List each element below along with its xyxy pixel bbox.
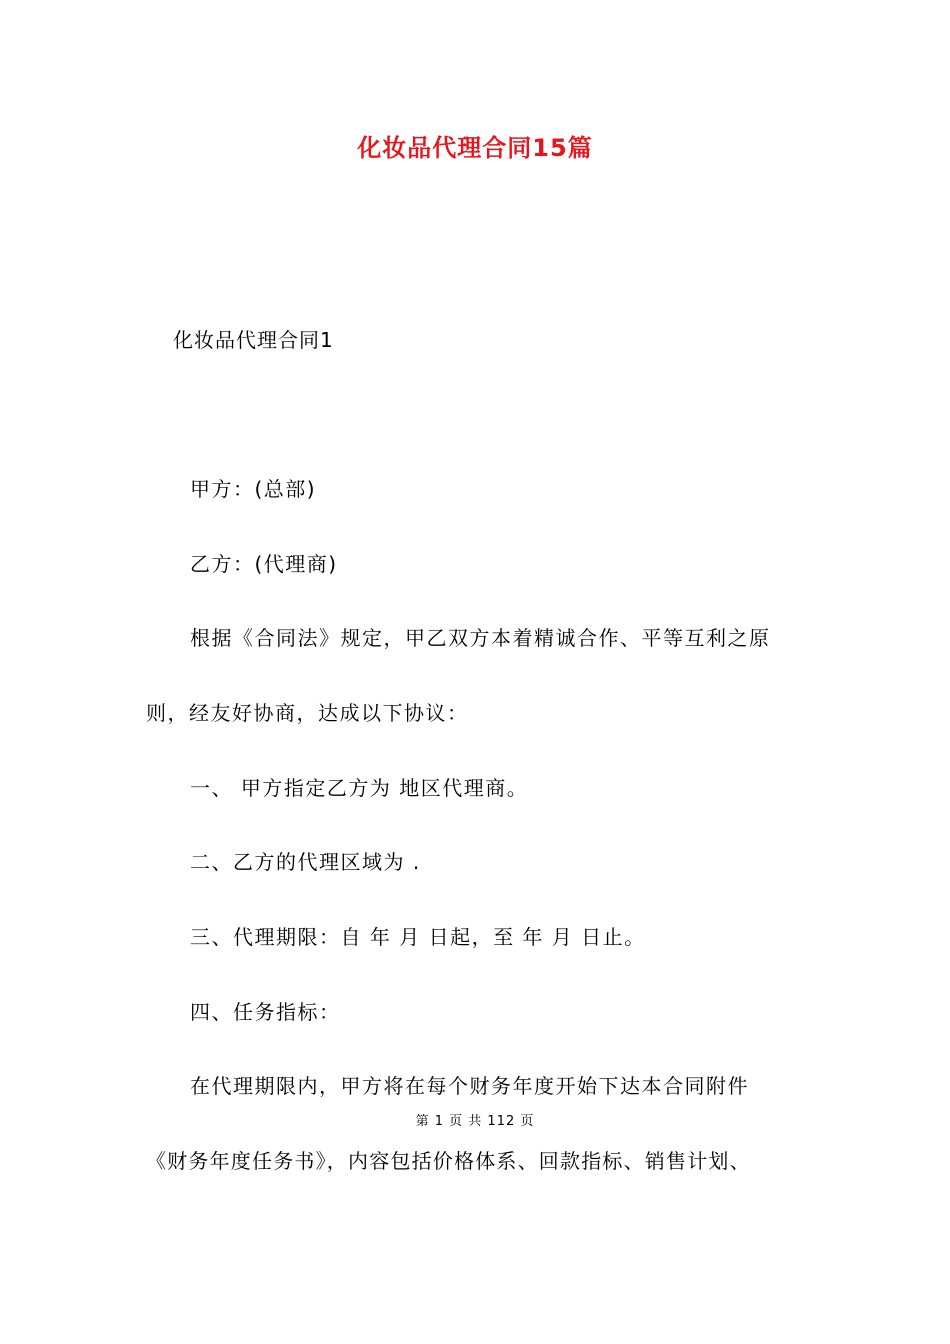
- clause-2: 二、乙方的代理区域为 .: [190, 850, 421, 874]
- clause-4: 四、任务指标：: [190, 1000, 341, 1024]
- party-b-line: 乙方：(代理商): [190, 552, 338, 576]
- page-footer: 第 1 页 共 112 页: [415, 1114, 535, 1129]
- preamble-line-1: 根据《合同法》规定，甲乙双方本着精诚合作、平等互利之原: [190, 626, 771, 650]
- clause-1: 一、 甲方指定乙方为 地区代理商。: [190, 776, 529, 800]
- preamble-line-2: 则，经友好协商，达成以下协议：: [146, 701, 469, 725]
- section-heading: 化妆品代理合同1: [173, 328, 334, 352]
- clause-4-body-line-2: 《财务年度任务书》，内容包括价格体系、回款指标、销售计划、: [146, 1149, 751, 1173]
- clause-3: 三、代理期限：自 年 月 日起，至 年 月 日止。: [190, 925, 646, 949]
- clause-4-body-line-1: 在代理期限内，甲方将在每个财务年度开始下达本合同附件: [190, 1074, 749, 1098]
- party-a-line: 甲方：(总部): [190, 477, 317, 501]
- document-title: 化妆品代理合同15篇: [357, 134, 593, 162]
